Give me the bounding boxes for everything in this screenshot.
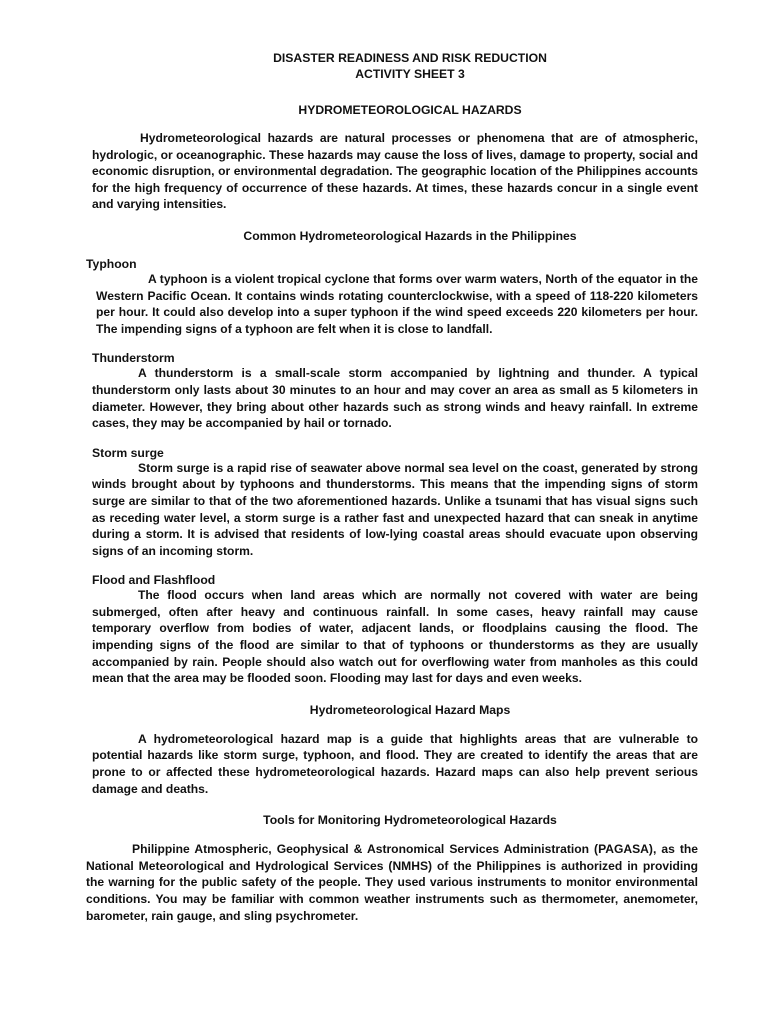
- hazard-maps-title: Hydrometeorological Hazard Maps: [309, 702, 511, 717]
- intro-paragraph: Hydrometeorological hazards are natural processes or phenomena that are of atmospheric, hydrologic, or oceanographic. These hazards may cause the loss of lives, damage to property, social and economic disruption, or environmental degradation. The geographic location of the Philippines accounts for the high frequency of occurrence of these hazards. At times, these hazards concur in a single event and varying intensities.: [92, 131, 698, 212]
- tools-title: Tools for Monitoring Hydrometeorological Hazards: [263, 813, 557, 828]
- tools-body: Philippine Atmospheric, Geophysical & Astronomical Services Administration (PAGASA), as the National Meteorological and Hydrological Services (NMHS) of the Philippines is authorized in providing the warning for the public safety of the people. They used various instruments to monitor environmental conditions. You may be familiar with common weather instruments such as thermometer, anemometer, barometer, rain gauge, and sling psychrometer.: [86, 842, 698, 923]
- storm-surge-heading: Storm surge: [92, 445, 164, 460]
- storm-surge-body: Storm surge is a rapid rise of seawater above normal sea level on the coast, generated by strong winds brought about by typhoons and thunderstorms. This means that the impending signs of storm surge are similar to that of the two aforementioned hazards. Unlike a tsunami that has visual signs such as receding water level, a storm surge is a rather fast and unexpected hazard that can sneak in anytime during a storm. It is advised that residents of low-lying coastal areas should evacuate upon observing signs of an incoming storm.: [92, 460, 698, 558]
- typhoon-heading: Typhoon: [86, 256, 137, 271]
- hazard-maps-body: A hydrometeorological hazard map is a guide that highlights areas that are vulnerable to potential hazards like storm surge, typhoon, and flood. They are created to identify the areas that are prone to or affected these hydrometeorological hazards. Hazard maps can also help prevent serious damage and deaths.: [92, 731, 698, 796]
- header-line-2: ACTIVITY SHEET 3: [355, 67, 465, 81]
- common-hazards-title: Common Hydrometeorological Hazards in the Philippines: [243, 228, 577, 243]
- thunderstorm-body: A thunderstorm is a small-scale storm accompanied by lightning and thunder. A typical thunderstorm only lasts about 30 minutes to an hour and may cover an area as small as 5 kilometers in diameter. However, they bring about other hazards such as strong winds and heavy rainfall. In extreme cases, they may be accompanied by hail or tornado.: [92, 366, 698, 431]
- header-line-1: DISASTER READINESS AND RISK REDUCTION: [273, 51, 547, 65]
- flood-body: The flood occurs when land areas which are normally not covered with water are being submerged, often after heavy and continuous rainfall. In some cases, heavy rainfall may cause temporary overflow from bodies of water, adjacent lands, or floodplains causing the flood. The impending signs of the flood are similar to that of typhoons or thunderstorms as they are usually accompanied by rain. People should also watch out for overflowing water from manholes as this could mean that the area may be flooded soon. Flooding may last for days and even weeks.: [92, 588, 698, 686]
- header-spacer: [92, 82, 698, 102]
- typhoon-body: A typhoon is a violent tropical cyclone that forms over warm waters, North of the equator in the Western Pacific Ocean. It contains winds rotating counterclockwise, with a speed of 118-220 kilometers per hour. It could also develop into a super typhoon if the wind speed exceeds 220 kilometers per hour. The impending signs of a typhoon are felt when it is close to landfall.: [96, 271, 698, 336]
- thunderstorm-heading: Thunderstorm: [92, 351, 175, 366]
- page-title: HYDROMETEOROLOGICAL HAZARDS: [298, 103, 522, 117]
- flood-heading: Flood and Flashflood: [92, 573, 216, 588]
